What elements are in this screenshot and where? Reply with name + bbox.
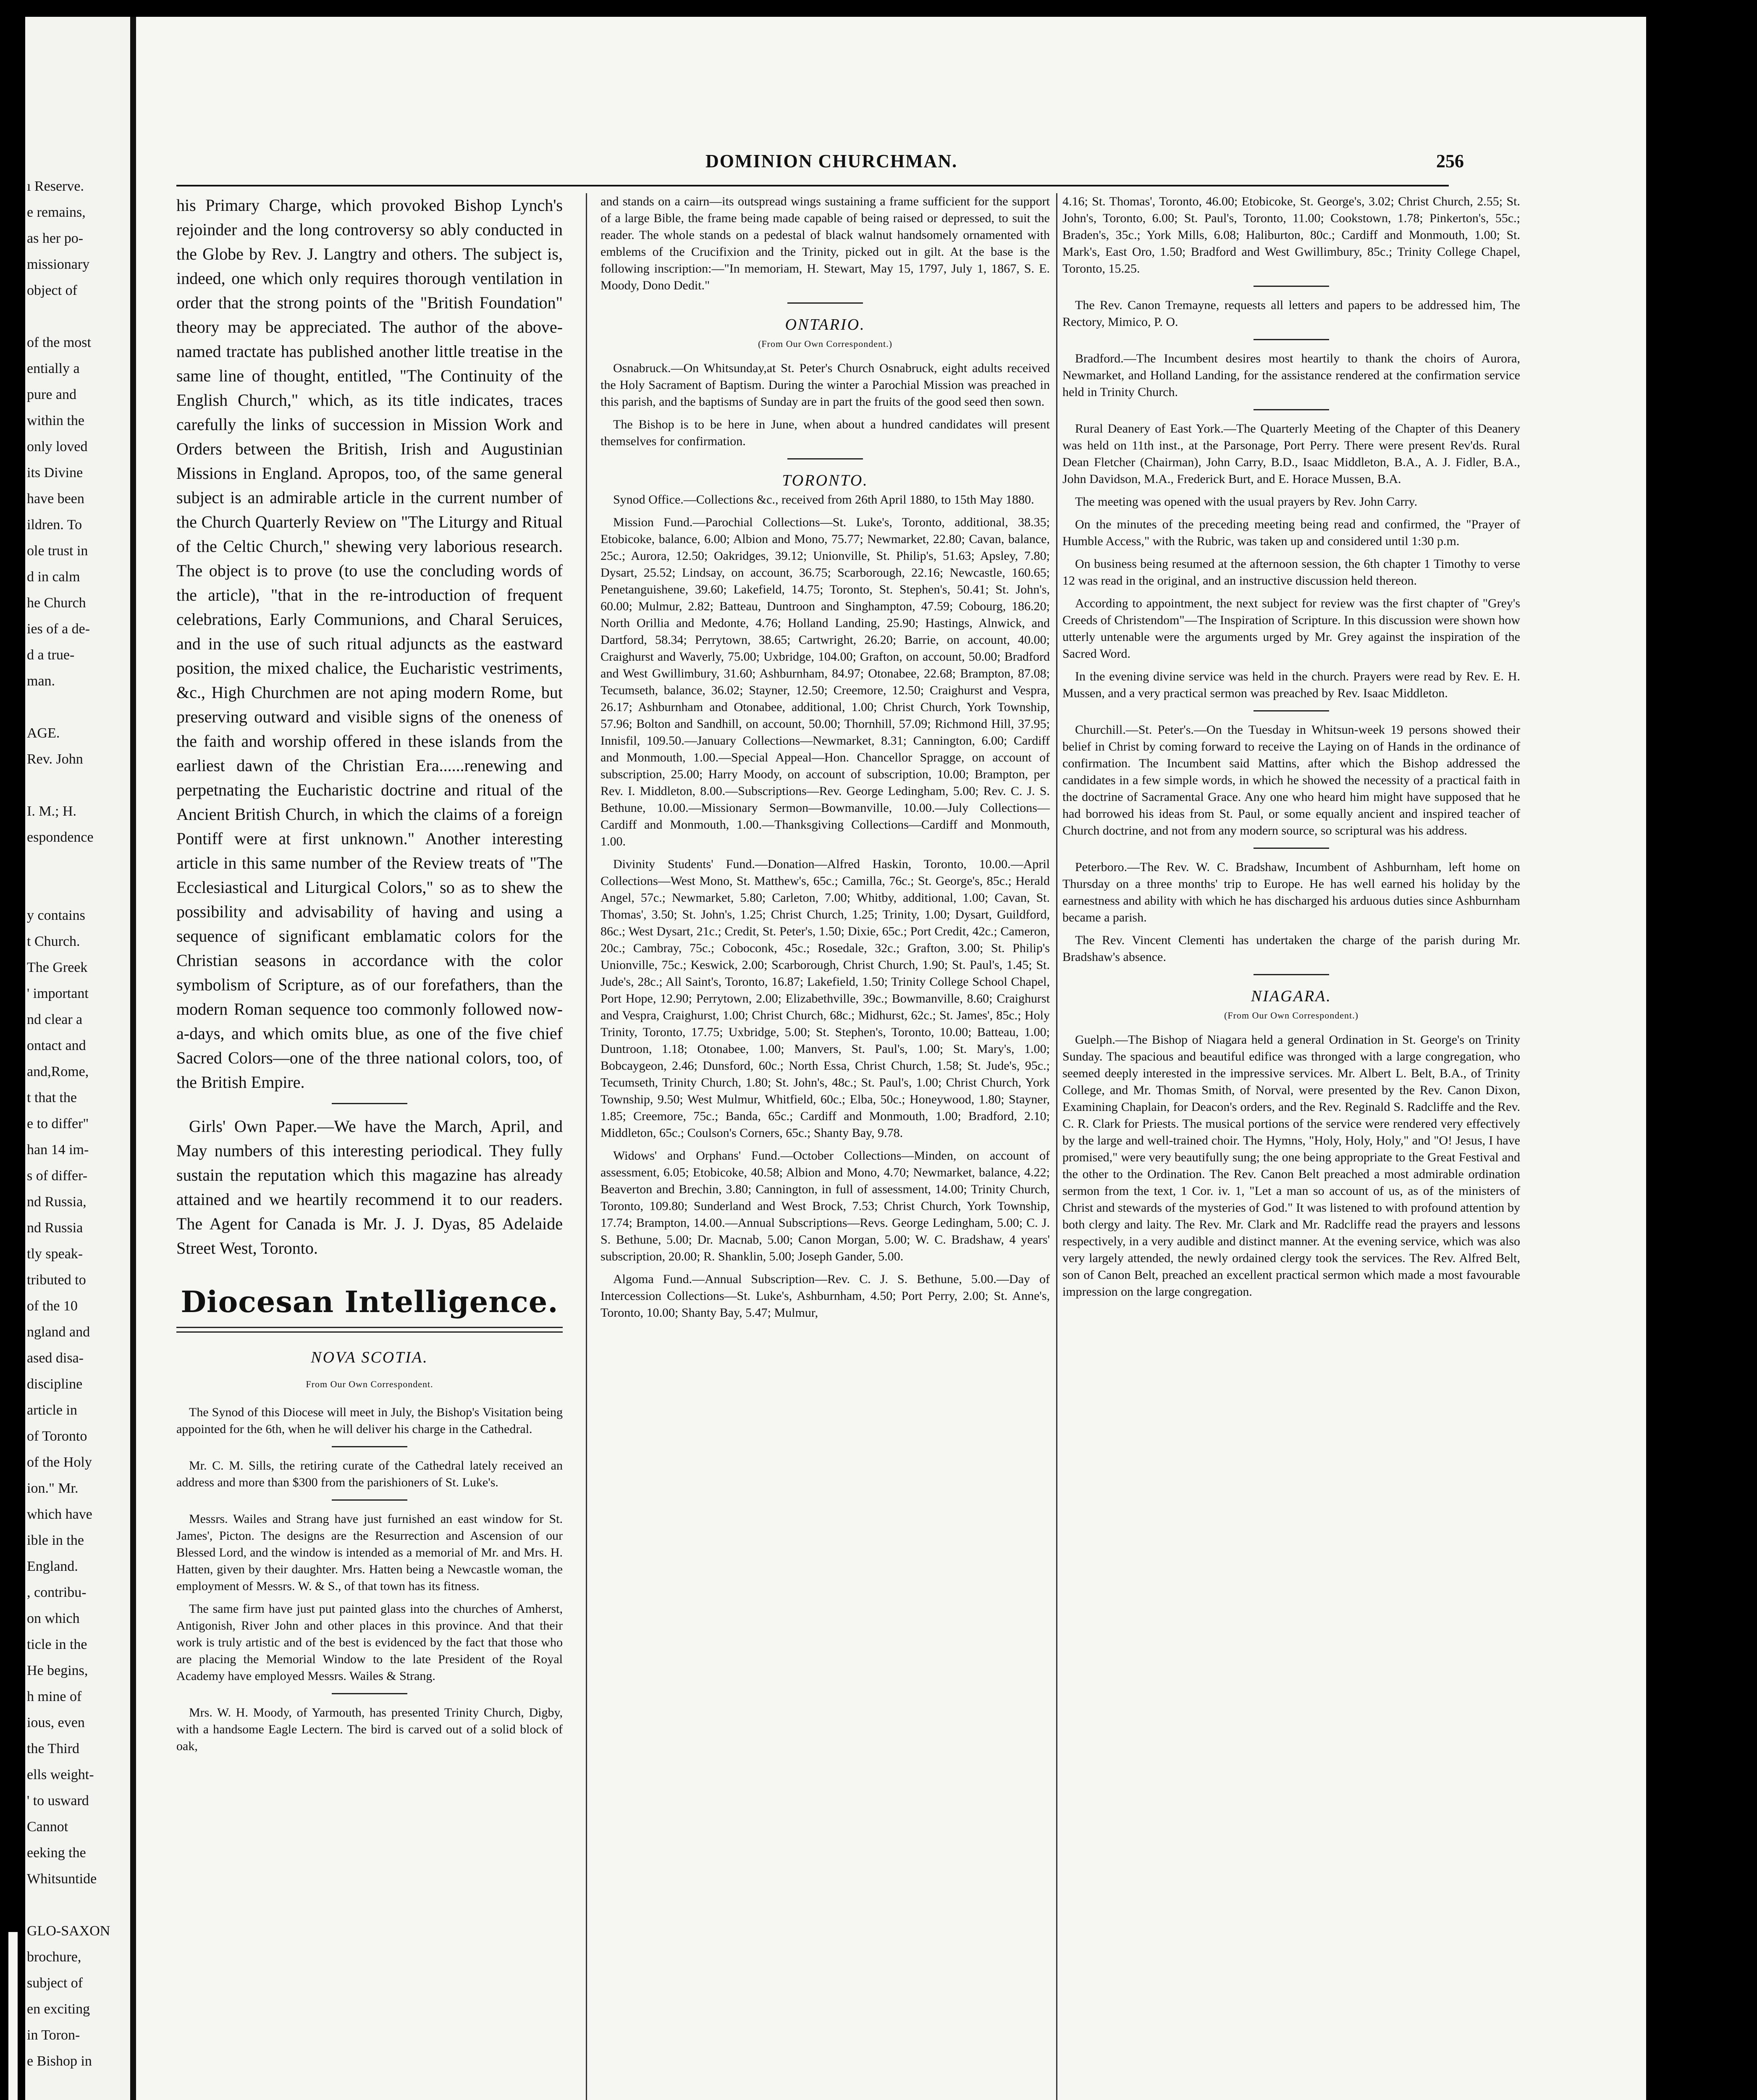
running-head: DOMINION CHURCHMAN. <box>705 151 958 171</box>
article-paragraph: Churchill.—St. Peter's.—On the Tuesday in Whitsun-week 19 persons showed their belief in Christ by coming forward to receive the Laying on of Hands in the ordinance of confirmation. The Incumbent said Mattins, after which the Bishop addressed the candidates in a few simple words, in which he showed the necessity of a practical faith in the doctrine of Sacramental Grace. Any one who heard him might have supposed that he had borrowed his ideas from St. Paul, or some equally ancient and inspired teacher of Church doctrine, and not from any modern source, so scriptural was his address. <box>1062 723 1520 837</box>
section-rule <box>1254 710 1329 711</box>
facing-page-line: only loved <box>27 439 88 454</box>
facing-page-line: its Divine <box>27 465 83 480</box>
facing-page-line: missionary <box>27 257 90 272</box>
section-rule <box>332 1446 407 1447</box>
article-paragraph: On the minutes of the preceding meeting being read and confirmed, the "Prayer of Humble Access," with the Rubric, was taken up and considered until 1:30 p.m. <box>1062 517 1520 548</box>
facing-page-line: and,Rome, <box>27 1064 89 1079</box>
section-heading: ONTARIO. <box>785 316 865 333</box>
newspaper-page <box>25 17 1646 2100</box>
article-paragraph: Mission Fund.—Parochial Collections—St. Luke's, Toronto, additional, 38.35; Etobicoke, balance, 6.00; Albion and Mono, 75.77; Newmarket, 22.80; Cavan, balance, 25c.; Aurora, 12.50; Oakridges, 39.12; Unionville, St. Philip's, 51.63; Apsley, 7.80; Dysart, 25.52; Lindsay, on account, 36.75; Scarborough, 22.16; Newcastle, 160.65; Penetanguishene, 39.60; Lakefield, 14.75; Toronto, St. Stephen's, 50.41; St. John's, 60.00; Mulmur, 2.82; Batteau, Duntroon and Singhampton, 47.59; Cobourg, 186.20; North Orillia and Medonte, 4.76; Holland Landing, 25.90; Hastings, Alnwick, and Dartford, 58.34; Perrytown, 38.65; Cartwright, 26.20; Barrie, on account, 40.00; Craighurst and Waverly, 75.00; Uxbridge, 104.00; Grafton, on account, 50.00; Bradford and West Gwillimbury, 31.60; Ashburnham, 84.97; Otonabee, 22.68; Brampton, 87.08; Tecumseth, balance, 36.02; Stayner, 12.50; Creemore, 12.50; Craighurst and Vespra, 26.17; Ashburnham and Otonabee, additional, 1.00; Christ Church, York Township, 57.96; Bolton and Sandhill, on account, 50.00; Thornhill, 57.09; Richmond Hill, 37.95; Innisfil, 109.50.—January Collections—Newmarket, 8.31; Cannington, 6.00; Cardiff and Monmouth, 1.00.—Special Appeal—Hon. Chancellor Spragge, on account of subscription, 25.00; Harry Moody, on account of subscription, 10.00; Brampton, per Rev. I. Middleton, 8.00.—Subscriptions—Rev. George Ledingham, 5.00; Rev. C. J. S. Bethune, 10.00.—Missionary Sermon—Bowmanville, 10.00.—July Collections—Cardiff and Monmouth, 1.00.—Thanksgiving Collections—Cardiff and Monmouth, 1.00. <box>601 515 1050 848</box>
facing-page-line: on which <box>27 1611 80 1626</box>
facing-page-line: entially a <box>27 361 80 376</box>
facing-page-line: nd Russia, <box>27 1194 87 1210</box>
section-heading: NOVA SCOTIA. <box>311 1349 428 1366</box>
facing-page-line: of the most <box>27 335 91 350</box>
facing-page-line: han 14 im- <box>27 1142 89 1158</box>
article-paragraph: The Rev. Canon Tremayne, requests all letters and papers to be addressed him, The Rectory, Mimico, P. O. <box>1062 298 1520 329</box>
facing-page-line: England. <box>27 1559 78 1574</box>
section-rule <box>1254 848 1329 849</box>
facing-page-line: brochure, <box>27 1949 81 1965</box>
page-header <box>25 150 1646 180</box>
facing-page-line: d in calm <box>27 569 80 585</box>
section-rule <box>332 1103 407 1104</box>
facing-page-line: t that the <box>27 1090 77 1105</box>
facing-page-line: which have <box>27 1507 92 1522</box>
facing-page-line: in Toron- <box>27 2027 80 2043</box>
facing-page-fragment <box>25 17 130 2100</box>
facing-page-line: ı Reserve. <box>27 178 84 194</box>
article-paragraph: 4.16; St. Thomas', Toronto, 46.00; Etobicoke, St. George's, 3.02; Christ Church, 2.55; St. John's, Toronto, 6.00; St. Paul's, Toronto, 11.00; Cookstown, 1.78; Pinkerton's, 55c.; Braden's, 35c.; York Mills, 6.08; Haliburton, 80c.; Cardiff and Monmouth, 1.00; St. Mark's, East Oro, 1.50; Bradford and West Gwillimbury, 85c.; Trinity College Chapel, Toronto, 15.25. <box>1062 194 1520 276</box>
facing-page-line: ngland and <box>27 1324 90 1340</box>
facing-page-line: GLO-SAXON <box>27 1923 110 1939</box>
facing-page-line: ildren. To <box>27 517 82 533</box>
section-rule <box>332 1693 407 1694</box>
correspondent-byline: From Our Own Correspondent. <box>306 1379 433 1389</box>
article-paragraph: Widows' and Orphans' Fund.—October Collections—Minden, on account of assessment, 6.05; Etobicoke, 40.58; Albion and Mono, 4.70; Newmarket, balance, 4.22; Beaverton and Brechin, 3.80; Cannington, in full of assessment, 14.00; Trinity Church, Toronto, 109.80; Sunderland and West Brock, 7.53; Christ Church, York Township, 17.74; Brampton, 14.00.—Annual Subscriptions—Revs. George Ledingham, 5.00; C. J. S. Bethune, 5.00; Dr. Macnab, 5.00; Canon Morgan, 5.00; W. C. Bradshaw, 4 years' subscription, 20.00; R. Shanklin, 5.00; Joseph Gander, 5.00. <box>601 1149 1050 1263</box>
facing-page-line: , contribu- <box>27 1585 87 1600</box>
facing-page-line: of the Holy <box>27 1454 92 1470</box>
section-rule <box>1254 339 1329 340</box>
article-paragraph: On business being resumed at the afternoon session, the 6th chapter 1 Timothy to verse 12 was read in the original, and an instructive discussion held thereon. <box>1062 557 1520 588</box>
section-rule <box>332 1499 407 1501</box>
facing-page-line: subject of <box>27 1975 83 1991</box>
facing-page-line: ible in the <box>27 1533 84 1548</box>
facing-page-line: man. <box>27 673 55 689</box>
facing-page-line: discipline <box>27 1376 83 1392</box>
facing-page-line: I. M.; H. <box>27 803 77 819</box>
facing-page-line: He begins, <box>27 1663 88 1678</box>
header-rule <box>176 185 1449 186</box>
section-heading: TORONTO. <box>782 472 868 489</box>
article-paragraph: In the evening divine service was held in the church. Prayers were read by Rev. E. H. Mussen, and a very practical sermon was preached by Rev. Isaac Middleton. <box>1062 669 1520 700</box>
article-paragraph: Rural Deanery of East York.—The Quarterly Meeting of the Chapter of this Deanery was held on 11th inst., at the Parsonage, Port Perry. There were present Rev'ds. Rural Dean Fletcher (Chairman), John Carry, B.D., Isaac Middleton, B.A., A. J. Fidler, B.A., John Davidson, M.A., Frederick Burt, and E. Horace Mussen, B.A. <box>1062 422 1520 486</box>
facing-page-line: within the <box>27 413 84 428</box>
article-paragraph: Synod Office.—Collections &c., received from 26th April 1880, to 15th May 1880. <box>613 493 1034 507</box>
article-paragraph: According to appointment, the next subject for review was the first chapter of "Grey's Creeds of Christendom"—The Inspiration of Scripture. In this discussion were shown how utterly untenable were the arguments urged by Mr. Grey against the inspiration of the Sacred Word. <box>1062 596 1520 661</box>
correspondent-byline: (From Our Own Correspondent.) <box>758 339 892 349</box>
facing-page-line: nd clear a <box>27 1012 83 1027</box>
facing-page-line: the Third <box>27 1741 79 1756</box>
facing-page-line: ' important <box>27 986 89 1001</box>
article-paragraph: Algoma Fund.—Annual Subscription—Rev. C. J. S. Bethune, 5.00.—Day of Intercession Collections—St. Luke's, Ashburnham, 4.50; Port Perry, 2.00; St. Anne's, Toronto, 10.00; Shanty Bay, 5.47; Mulmur, <box>601 1272 1050 1320</box>
column-rule <box>586 193 587 2100</box>
facing-page-line: have been <box>27 491 84 507</box>
column-3 <box>1062 193 1520 1306</box>
section-heading: NIAGARA. <box>1251 987 1332 1005</box>
section-rule <box>1254 409 1329 410</box>
facing-page-line: of the 10 <box>27 1298 78 1314</box>
facing-page-line: eeking the <box>27 1845 86 1861</box>
facing-page-line: en exciting <box>27 2001 90 2017</box>
article-paragraph: The Synod of this Diocese will meet in July, the Bishop's Visitation being appointed for the 6th, when he will deliver his charge in the Cathedral. <box>176 1405 563 1436</box>
article-paragraph: Mrs. W. H. Moody, of Yarmouth, has presented Trinity Church, Digby, with a handsome Eagle Lectern. The bird is carved out of a solid block of oak, <box>176 1706 563 1753</box>
facing-page-line: tly speak- <box>27 1246 83 1262</box>
section-rule <box>1254 974 1329 975</box>
facing-page-line: ticle in the <box>27 1637 87 1652</box>
facing-page-line: d a true- <box>27 647 75 663</box>
facing-page-line: ies of a de- <box>27 621 90 637</box>
facing-page-line: ells weight- <box>27 1767 94 1782</box>
facing-page-line: Rev. John <box>27 751 83 767</box>
facing-page-line: ' to usward <box>27 1793 89 1809</box>
section-rule <box>787 458 863 459</box>
section-rule <box>1254 286 1329 287</box>
facing-page-line: ontact and <box>27 1038 86 1053</box>
correspondent-byline: (From Our Own Correspondent.) <box>1224 1010 1358 1021</box>
facing-page-line: t Church. <box>27 934 80 949</box>
article-paragraph: Messrs. Wailes and Strang have just furnished an east window for St. James', Picton. The designs are the Resurrection and Ascension of our Blessed Lord, and the window is intended as a memorial of Mr. and Mrs. H. Hatten, given by their daughter. Mrs. Hatten being a Newcastle woman, the employment of Messrs. W. & S., of that town has its fitness. <box>176 1512 563 1593</box>
facing-page-line: e remains, <box>27 205 86 220</box>
facing-page-line: e Bishop in <box>27 2053 92 2069</box>
facing-page-line: of Toronto <box>27 1428 87 1444</box>
column-2 <box>601 193 1050 1327</box>
article-paragraph: and stands on a cairn—its outspread wings sustaining a frame sufficient for the support of a large Bible, the frame being made capable of being raised or depressed, to suit the reader. The whole stands on a pedestal of black walnut handsomely ornamented with emblems of the Crucifixion and the Trinity, picked out in gilt. At the base is the following inscription:—"In memoriam, H. Stewart, May 15, 1797, July 1, 1867, S. E. Moody, Dono Dedit." <box>601 194 1050 292</box>
facing-page-line: Cannot <box>27 1819 68 1835</box>
facing-page-line: article in <box>27 1402 77 1418</box>
article-paragraph: The Bishop is to be here in June, when about a hundred candidates will present themselves for confirmation. <box>601 417 1050 448</box>
scan-edge-mark <box>8 1932 18 2100</box>
facing-page-line: he Church <box>27 595 86 611</box>
facing-page-line: nd Russia <box>27 1220 83 1236</box>
article-paragraph: Bradford.—The Incumbent desires most heartily to thank the choirs of Aurora, Newmarket, and Holland Landing, for the assistance rendered at the confirmation service held in Trinity Church. <box>1062 352 1520 399</box>
article-paragraph: Guelph.—The Bishop of Niagara held a general Ordination in St. George's on Trinity Sunday. The spacious and beautiful edifice was thronged with a large congregation, who seemed deeply interested in the impressive services. Mr. Albert L. Belt, B.A., of Trinity College, and Mr. Thomas Smith, of Norval, were presented by the Rev. Canon Dixon, Examining Chaplain, for Deacon's orders, and the Rev. Reginald S. Radcliffe and the Rev. C. R. Clark for Priests. The musical portions of the service were rendered very effectively by the large and well-trained choir. The Hymns, "Holy, Holy, Holy," and "O! Jesus, I have promised," were very beautifully sung; the one being appropriate to the Great Festival and the other to the Ordination. The Rev. Canon Belt preached a most admirable ordination sermon from the text, 1 Cor. iv. 1, "Let a man so account of us, as of the ministers of Christ and stewards of the mysteries of God." It was listened to with profound attention by both clergy and laity. The Rev. Mr. Clark and Mr. Radcliffe read the prayers and lessons respectively, in a very audible and distinct manner. At the evening service, which was also very largely attended, the newly ordained clergy took the services. The Rev. Alfred Belt, son of Canon Belt, preached an excellent practical sermon which made a most favourable impression on the large congregation. <box>1062 1033 1520 1299</box>
facing-page-line: ased disa- <box>27 1350 84 1366</box>
facing-page-line: The Greek <box>27 960 88 975</box>
facing-page-line: object of <box>27 283 77 298</box>
facing-page-line: espondence <box>27 830 94 845</box>
article-paragraph: The Rev. Vincent Clementi has undertaken the charge of the parish during Mr. Bradshaw's absence. <box>1062 933 1520 964</box>
article-paragraph: Osnabruck.—On Whitsunday,at St. Peter's Church Osnabruck, eight adults received the Holy Sacrament of Baptism. During the winter a Parochial Mission was preached in this parish, and the baptisms of Sunday are in part the fruits of the good seed then sown. <box>601 361 1050 409</box>
facing-page-line: e to differ" <box>27 1116 89 1131</box>
article-paragraph: Peterboro.—The Rev. W. C. Bradshaw, Incumbent of Ashburnham, left home on Thursday on a three months' trip to Europe. He has well earned his holiday by the earnestness and ability with which he has discharged his arduous duties since Ashburnham became a parish. <box>1062 860 1520 924</box>
facing-page-line: as her po- <box>27 231 84 246</box>
facing-page-line: Whitsuntide <box>27 1871 97 1887</box>
article-paragraph: Girls' Own Paper.—We have the March, April, and May numbers of this interesting periodical. They fully sustain the reputation which this magazine has already attained and we heartily recommend it to our readers. The Agent for Canada is Mr. J. J. Dyas, 85 Adelaide Street West, Toronto. <box>176 1117 563 1257</box>
facing-page-line: AGE. <box>27 725 60 741</box>
article-paragraph: The same firm have just put painted glass into the churches of Amherst, Antigonish, River John and other places in this province. And that their work is truly artistic and of the best is evidenced by the fact that those who are placing the Memorial Window to the late President of the Royal Academy have employed Messrs. Wailes & Strang. <box>176 1602 563 1683</box>
facing-page-line: tributed to <box>27 1272 86 1288</box>
department-heading: Diocesan Intelligence. <box>181 1284 559 1319</box>
section-rule <box>787 302 863 304</box>
column-rule <box>1056 193 1057 2100</box>
article-paragraph: Divinity Students' Fund.—Donation—Alfred Haskin, Toronto, 10.00.—April Collections—West Mono, St. Matthew's, 65c.; Camilla, 76c.; St. George's, 85c.; Herald Angel, 57c.; Newmarket, 5.80; Carleton, 7.00; Whitby, additional, 1.00; Cavan, St. Thomas', 3.50; St. John's, 1.25; Christ Church, 1.25; Trinity, 1.00; Dysart, Guildford, 86c.; West Dysart, 21c.; Credit, St. Peter's, 1.50; Dixie, 65c.; Port Credit, 42c.; Cameron, 20c.; Cambray, 75c.; Coboconk, 45c.; Rosedale, 32c.; Grafton, 3.00; St. Philip's Unionville, 75c.; Keswick, 2.00; Scarborough, Christ Church, 1.90; St. Paul's, 1.45; St. Jude's, 28c.; All Saint's, Toronto, 16.87; Lakefield, 1.50; Trinity College School Chapel, Port Hope, 12.90; Perrytown, 2.00; Elizabethville, 39c.; Bowmanville, 8.60; Craighurst and Vespra, Craighurst, 1.00; Christ Church, 68c.; Midhurst, 62c.; St. James', 85c.; Holy Trinity, Toronto, 17.75; Uxbridge, 5.00; St. Stephen's, Toronto, 10.00; Batteau, 1.00; Duntroon, 1.18; Otonabee, 1.00; Manvers, St. Paul's, 1.00; St. Mary's, 1.00; Bobcaygeon, 2.46; Dunsford, 60c.; North Essa, Christ Church, 1.58; St. Jude's, 95c.; Tecumseth, Trinity Church, 1.80; St. John's, 48c.; St. Paul's, 1.00; Christ Church, York Township, 9.50; West Mulmur, Whitfield, 60c.; Elba, 50c.; Honeywood, 1.80; Stayner, 1.85; Creemore, 75c.; Banda, 65c.; Cardiff and Monmouth, 1.00; Bradford, 2.10; Middleton, 65c.; Coulson's Corners, 65c.; Shanty Bay, 9.78. <box>601 857 1050 1140</box>
facing-page-line: ole trust in <box>27 543 88 559</box>
facing-page-line: h mine of <box>27 1689 82 1704</box>
article-paragraph: Mr. C. M. Sills, the retiring curate of the Cathedral lately received an address and more than $300 from the parishioners of St. Luke's. <box>176 1459 563 1489</box>
facing-page-line: pure and <box>27 387 77 402</box>
facing-page-line: ious, even <box>27 1715 85 1730</box>
article-paragraph: The meeting was opened with the usual prayers by Rev. John Carry. <box>1075 495 1418 509</box>
binding-gutter <box>130 17 136 2100</box>
facing-page-line: s of differ- <box>27 1168 88 1184</box>
column-1 <box>176 193 563 1761</box>
article-paragraph: his Primary Charge, which provoked Bishop Lynch's rejoinder and the long controversy so ably conducted in the Globe by Rev. J. Langtry and others. The subject is, indeed, one which only requires thorough ventilation in order that the strong points of the "British Foundation" theory may be appreciated. The author of the above-named tractate has published another little treatise in the same line of thought, entitled, "The Continuity of the English Church," which, as its title indicates, traces carefully the links of succession in Mission Work and Orders between the British, Irish and Augustinian Missions in England. Apropos, too, of the same general subject is an admirable article in the current number of the Church Quarterly Review on "The Liturgy and Ritual of the Celtic Church," shewing very laborious research. The object is to prove (to use the concluding words of the article), "that in the re-introduction of frequent celebrations, Early Communions, and Charal Seruices, and in the use of such ritual adjuncts as the eastward position, the mixed chalice, the Eucharistic vestriments, &c., High Churchmen are not aping modern Rome, but preserving outward and visible signs of the oneness of the faith and worship offered in these islands from the earliest dawn of the Christian Era......renewing and perpetnating the Eucharistic doctrine and ritual of the Ancient British Church, in which the claims of a foreign Pontiff were at first unknown." Another interesting article in this same number of the Review treats of "The Ecclesiastical and Liturgical Colors," so as to shew the possibility and advisability of having and using a sequence of significant emblamatic colors for the Christian seasons in accordance with the color symbolism of Scripture, as of our forefathers, than the modern Roman sequence too commonly followed now-a-days, and which omits blue, as one of the five chief Sacred Colors—one of the three national colors, too, of the British Empire. <box>176 196 563 1092</box>
page-number: 256 <box>1436 151 1464 171</box>
section-rule <box>176 1327 563 1333</box>
facing-page-line: y contains <box>27 908 85 923</box>
facing-page-line: ion." Mr. <box>27 1480 79 1496</box>
